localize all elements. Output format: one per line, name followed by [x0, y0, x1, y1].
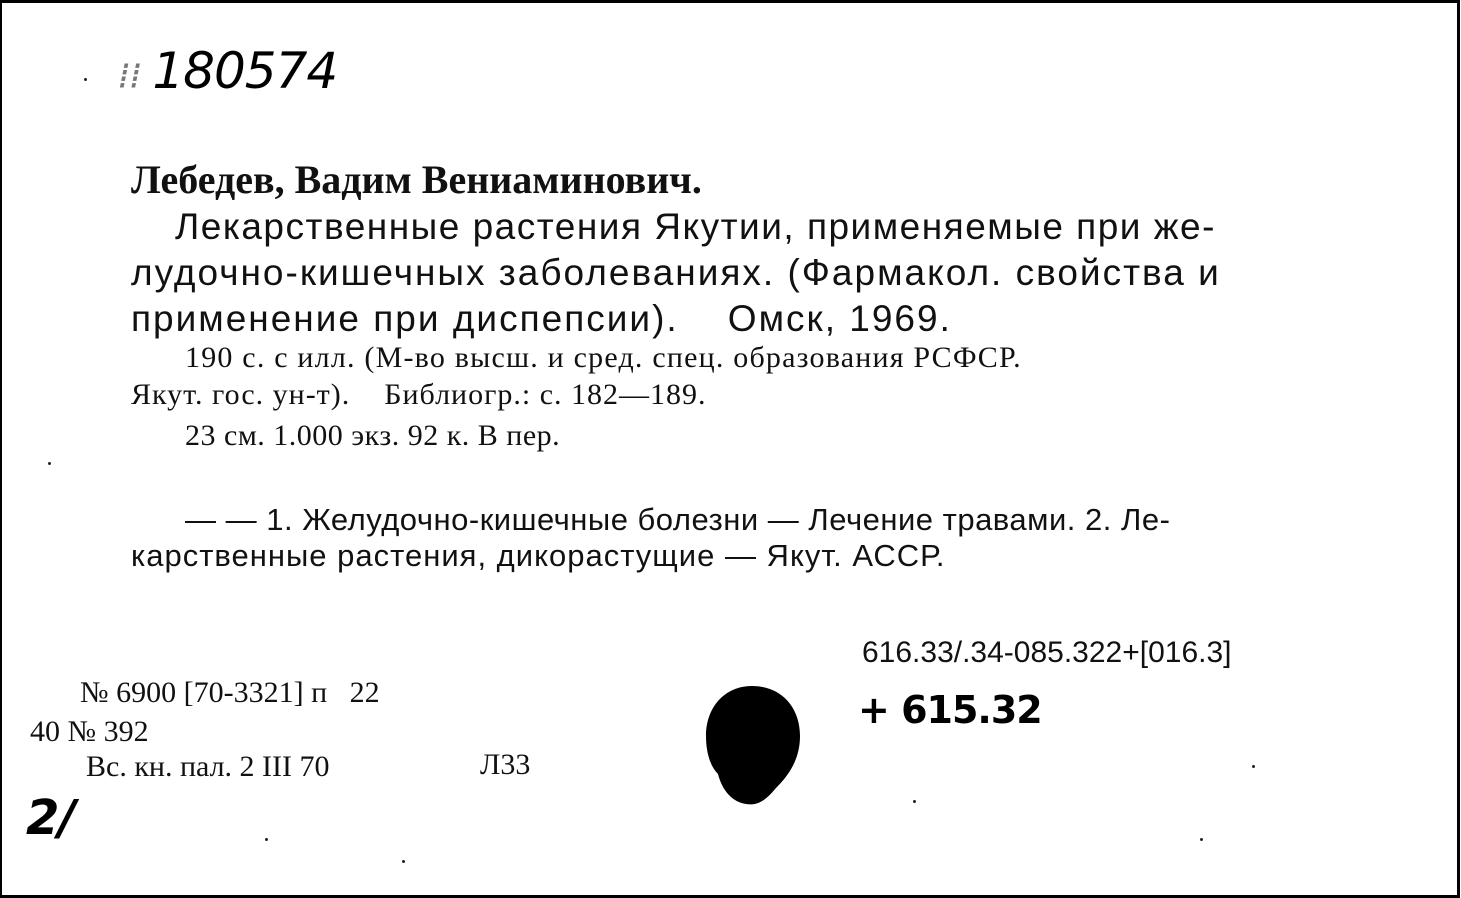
- speck: [1200, 838, 1203, 841]
- subject-line-2: карственные растения, дикорастущие — Якут. АССР.: [131, 538, 946, 573]
- punch-hole: [700, 680, 804, 810]
- title-line-1: Лекарственные растения Якутии, применяемые при же-: [175, 206, 1216, 247]
- title-line-2: лудочно-кишечных заболеваниях. (Фармакол. свойства и: [131, 252, 1221, 293]
- title-line-3: применение при диспепсии). Омск, 1969.: [131, 298, 952, 339]
- accession-number: ⁞⁞ 180574: [118, 42, 338, 100]
- speck: [913, 800, 916, 803]
- classification-number: 616.33/.34-085.322+[016.3]: [862, 636, 1232, 669]
- speck: [84, 78, 87, 81]
- handwritten-mark: 2/: [26, 790, 75, 846]
- handwritten-classification: + 615.32: [858, 688, 1042, 732]
- stamp-mark: ⁞⁞: [118, 56, 153, 97]
- speck: [265, 838, 268, 841]
- description-line-3: 23 см. 1.000 экз. 92 к. В пер.: [185, 419, 561, 452]
- footer-code: Л33: [480, 748, 531, 781]
- speck: [48, 462, 51, 465]
- speck: [402, 860, 405, 863]
- speck: [1252, 765, 1255, 768]
- description-line-2: Якут. гос. ун-т). Библиогр.: с. 182—189.: [131, 378, 707, 411]
- footer-line-2: 40 № 392: [30, 715, 149, 748]
- author-heading: Лебедев, Вадим Вениаминович.: [131, 157, 702, 202]
- footer-line-1: № 6900 [70-3321] п 22: [80, 676, 380, 709]
- footer-line-3: Вс. кн. пал. 2 III 70: [86, 750, 330, 783]
- description-line-1: 190 с. с илл. (М-во высш. и сред. спец. образования РСФСР.: [185, 341, 1022, 374]
- subject-line-1: — — 1. Желудочно-кишечные болезни — Лечение травами. 2. Ле-: [185, 502, 1171, 537]
